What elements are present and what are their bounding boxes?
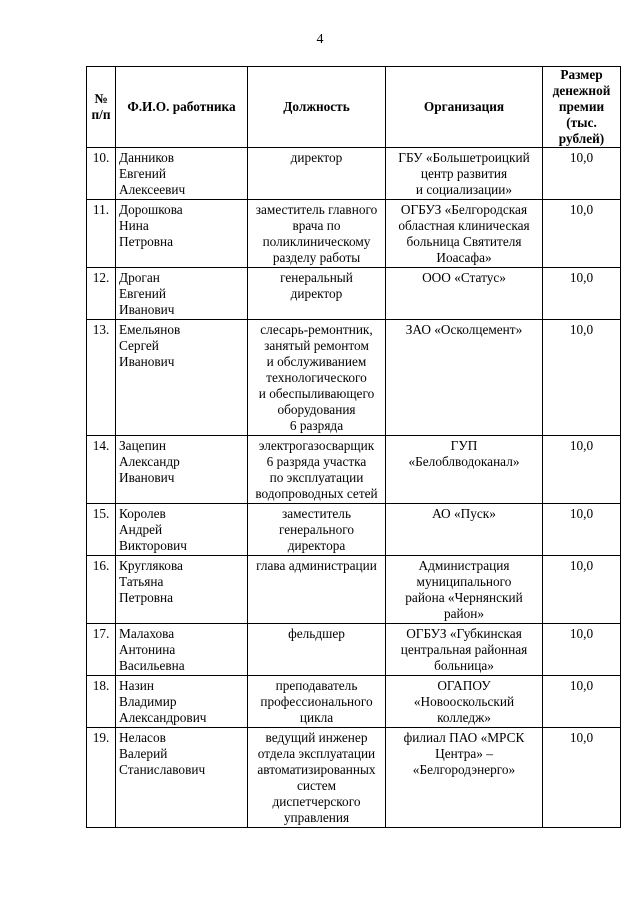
cell-position: преподаватель профессионального цикла	[248, 676, 386, 728]
cell-position: глава администрации	[248, 556, 386, 624]
cell-position: электрогазосварщик 6 разряда участка по эксплуатации водопроводных сетей	[248, 436, 386, 504]
header-num: № п/п	[87, 67, 116, 148]
table-row	[87, 676, 621, 728]
cell-amount: 10,0	[543, 624, 621, 676]
cell-organization: АО «Пуск»	[386, 504, 543, 556]
cell-fio: Емельянов Сергей Иванович	[116, 320, 248, 436]
cell-organization: ОГАПОУ «Новооскольский колледж»	[386, 676, 543, 728]
cell-organization: ГУП «Белоблводоканал»	[386, 436, 543, 504]
cell-amount: 10,0	[543, 268, 621, 320]
header-fio: Ф.И.О. работника	[116, 67, 248, 148]
cell-num: 14.	[87, 436, 116, 504]
cell-amount: 10,0	[543, 436, 621, 504]
table-row	[87, 556, 621, 624]
cell-num: 13.	[87, 320, 116, 436]
cell-num: 10.	[87, 148, 116, 200]
page-number: 4	[316, 32, 324, 47]
cell-amount: 10,0	[543, 556, 621, 624]
cell-num: 17.	[87, 624, 116, 676]
cell-fio: Дорошкова Нина Петровна	[116, 200, 248, 268]
table-row	[87, 504, 621, 556]
cell-position: заместитель генерального директора	[248, 504, 386, 556]
cell-organization: Администрация муниципального района «Чернянский район»	[386, 556, 543, 624]
cell-fio: Данников Евгений Алексеевич	[116, 148, 248, 200]
cell-num: 12.	[87, 268, 116, 320]
cell-organization: ЗАО «Осколцемент»	[386, 320, 543, 436]
cell-organization: ГБУ «Большетроицкий центр развития и социализации»	[386, 148, 543, 200]
header-row	[87, 67, 621, 148]
cell-amount: 10,0	[543, 504, 621, 556]
table-row	[87, 624, 621, 676]
cell-position: заместитель главного врача по поликлиническому разделу работы	[248, 200, 386, 268]
cell-organization: ОГБУЗ «Белгородская областная клиническая больница Святителя Иоасафа»	[386, 200, 543, 268]
cell-position: директор	[248, 148, 386, 200]
header-organization: Организация	[386, 67, 543, 148]
cell-fio: Малахова Антонина Васильевна	[116, 624, 248, 676]
cell-amount: 10,0	[543, 200, 621, 268]
cell-fio: Дроган Евгений Иванович	[116, 268, 248, 320]
cell-organization: ООО «Статус»	[386, 268, 543, 320]
table-body	[87, 148, 621, 828]
cell-amount: 10,0	[543, 728, 621, 828]
table-row	[87, 148, 621, 200]
cell-fio: Зацепин Александр Иванович	[116, 436, 248, 504]
table-row	[87, 320, 621, 436]
cell-position: слесарь-ремонтник, занятый ремонтом и обслуживанием технологического и обеспыливающего оборудования 6 разряда	[248, 320, 386, 436]
header-amount: Размер денежной премии (тыс. рублей)	[543, 67, 621, 148]
table-header	[87, 67, 621, 148]
cell-num: 15.	[87, 504, 116, 556]
cell-amount: 10,0	[543, 676, 621, 728]
cell-num: 16.	[87, 556, 116, 624]
cell-amount: 10,0	[543, 148, 621, 200]
cell-amount: 10,0	[543, 320, 621, 436]
table-row	[87, 200, 621, 268]
cell-fio: Королев Андрей Викторович	[116, 504, 248, 556]
cell-fio: Назин Владимир Александрович	[116, 676, 248, 728]
table-row	[87, 268, 621, 320]
table-row	[87, 436, 621, 504]
header-position: Должность	[248, 67, 386, 148]
awards-table	[86, 66, 621, 828]
table-row	[87, 728, 621, 828]
cell-num: 18.	[87, 676, 116, 728]
cell-organization: филиал ПАО «МРСК Центра» – «Белгородэнерго»	[386, 728, 543, 828]
cell-position: фельдшер	[248, 624, 386, 676]
cell-num: 11.	[87, 200, 116, 268]
cell-position: ведущий инженер отдела эксплуатации автоматизированных систем диспетчерского управления	[248, 728, 386, 828]
cell-num: 19.	[87, 728, 116, 828]
cell-organization: ОГБУЗ «Губкинская центральная районная больница»	[386, 624, 543, 676]
cell-position: генеральный директор	[248, 268, 386, 320]
cell-fio: Неласов Валерий Станиславович	[116, 728, 248, 828]
cell-fio: Круглякова Татьяна Петровна	[116, 556, 248, 624]
